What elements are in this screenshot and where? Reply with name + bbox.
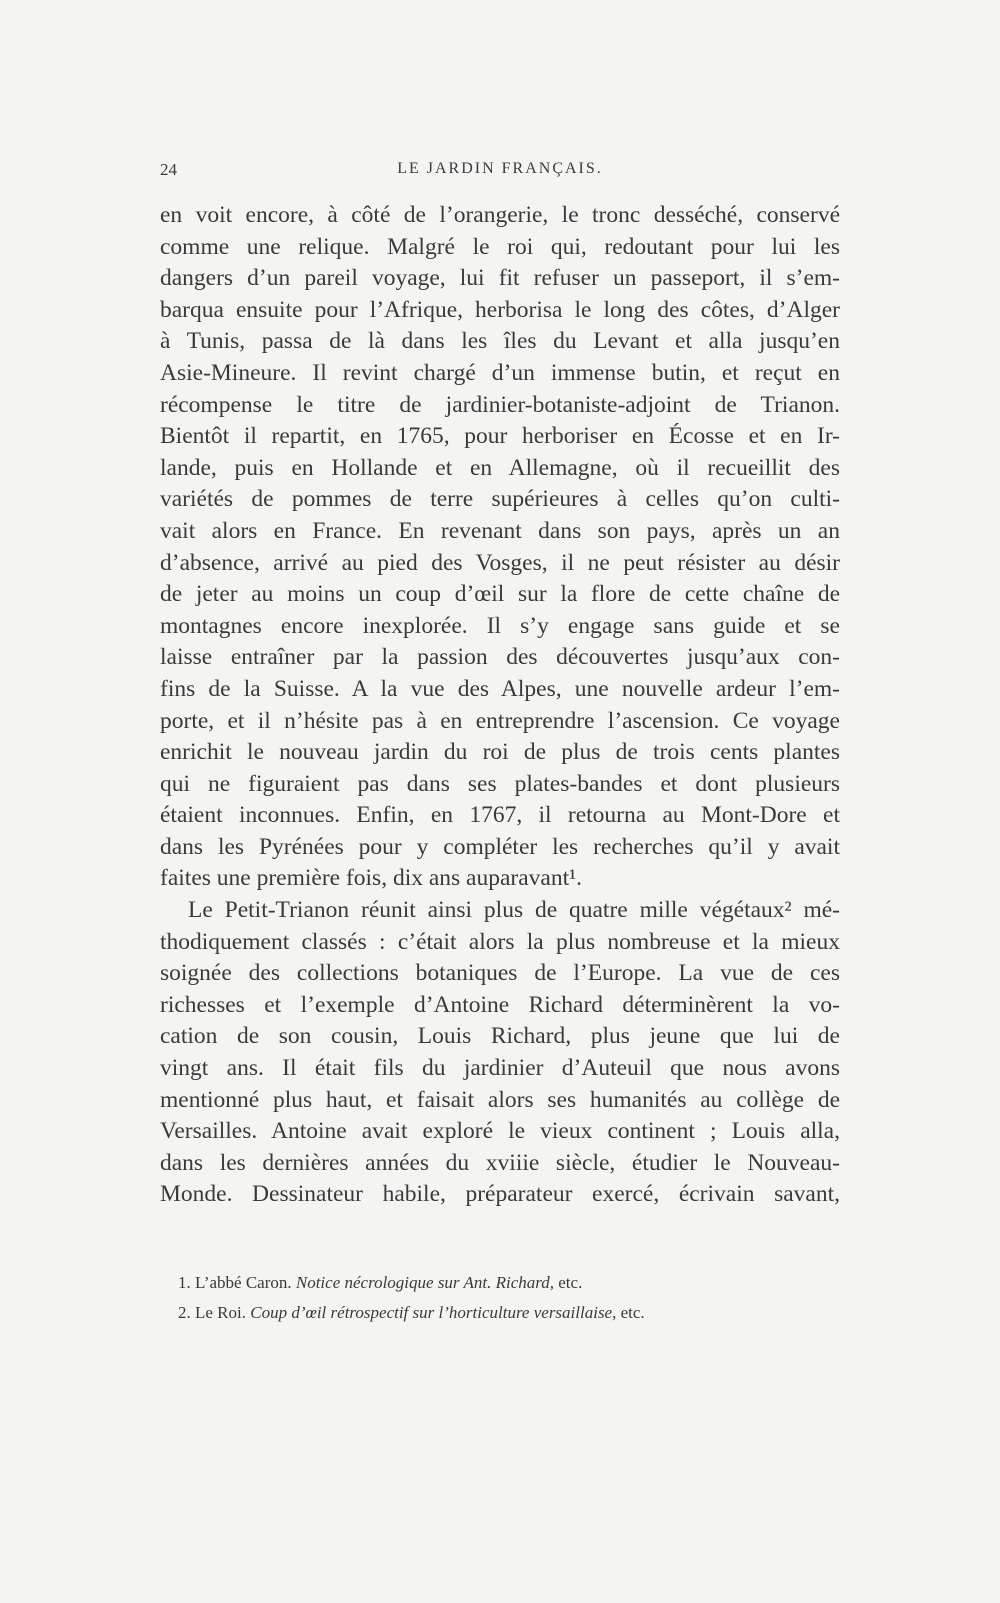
text-line: porte, et il n’hésite pas à en entreprendre l’ascension. Ce voyage — [160, 707, 840, 734]
text-line: étaient inconnues. Enfin, en 1767, il retourna au Mont-Dore et — [160, 802, 840, 829]
text-line: cation de son cousin, Louis Richard, plus jeune que lui de — [160, 1023, 840, 1050]
text-line: variétés de pommes de terre supérieures à celles qu’on culti- — [160, 486, 840, 513]
text-line: barqua ensuite pour l’Afrique, herborisa le long des côtes, d’Alger — [160, 296, 840, 323]
text-line: comme une relique. Malgré le roi qui, redoutant pour lui les — [160, 233, 840, 260]
text-line: lande, puis en Hollande et en Allemagne, où il recueillit des — [160, 454, 840, 481]
text-line: de jeter au moins un coup d’œil sur la flore de cette chaîne de — [160, 581, 840, 608]
footnote-title: Coup d’œil rétrospectif sur l’horticulture versaillaise, — [250, 1303, 617, 1322]
text-line: enrichit le nouveau jardin du roi de plus de trois cents plantes — [160, 739, 840, 766]
text-line: dans les Pyrénées pour y compléter les recherches qu’il y avait — [160, 833, 840, 860]
text-line: Bientôt il repartit, en 1765, pour herboriser en Écosse et en Ir- — [160, 423, 840, 450]
text-line: soignée des collections botaniques de l’Europe. La vue de ces — [160, 960, 840, 987]
page-header — [160, 160, 840, 182]
footnote — [178, 1268, 818, 1298]
text-line: qui ne figuraient pas dans ses plates-bandes et dont plusieurs — [160, 770, 840, 797]
text-line: Versailles. Antoine avait exploré le vieux continent ; Louis alla, — [160, 1118, 840, 1145]
text-line: récompense le titre de jardinier-botaniste-adjoint de Trianon. — [160, 391, 840, 418]
text-line: thodiquement classés : c’était alors la plus nombreuse et la mieux — [160, 928, 840, 955]
text-line: en voit encore, à côté de l’orangerie, le tronc desséché, conservé — [160, 202, 840, 228]
text-line: Le Petit-Trianon réunit ainsi plus de quatre mille végétaux² mé- — [188, 897, 840, 924]
footnote-title: Notice nécrologique sur Ant. Richard, — [295, 1273, 554, 1292]
footnote — [178, 1298, 818, 1328]
text-line: d’absence, arrivé au pied des Vosges, il ne peut résister au désir — [160, 549, 840, 576]
text-line: vingt ans. Il était fils du jardinier d’Auteuil que nous avons — [160, 1055, 840, 1082]
text-line: mentionné plus haut, et faisait alors ses humanités au collège de — [160, 1086, 840, 1113]
text-line: richesses et l’exemple d’Antoine Richard déterminèrent la vo- — [160, 991, 840, 1018]
footnote-number: 1. — [178, 1273, 191, 1292]
footnote-suffix: etc. — [558, 1273, 583, 1292]
footnotes — [178, 1268, 818, 1328]
text-line: à Tunis, passa de là dans les îles du Levant et alla jusqu’en — [160, 328, 840, 355]
running-title: LE JARDIN FRANÇAIS. — [397, 160, 603, 177]
footnote-number: 2. — [178, 1303, 191, 1322]
text-line: faites une première fois, dix ans auparavant¹. — [160, 865, 583, 892]
text-line: montagnes encore inexplorée. Il s’y engage sans guide et se — [160, 612, 840, 639]
text-line: fins de la Suisse. A la vue des Alpes, une nouvelle ardeur l’em- — [160, 675, 840, 702]
footnote-author: Le Roi. — [195, 1303, 246, 1322]
body-text — [160, 200, 840, 1211]
text-line: vait alors en France. En revenant dans son pays, après un an — [160, 517, 840, 544]
text-line: laisse entraîner par la passion des découvertes jusqu’aux con- — [160, 644, 840, 671]
footnote-suffix: etc. — [620, 1303, 645, 1322]
footnote-author: L’abbé Caron. — [195, 1273, 292, 1292]
text-line: dangers d’un pareil voyage, lui fit refuser un passeport, il s’em- — [160, 265, 840, 292]
text-line: Monde. Dessinateur habile, préparateur exercé, écrivain savant, — [160, 1181, 840, 1208]
text-line: dans les dernières années du xviiie siècle, étudier le Nouveau- — [160, 1149, 840, 1176]
page-number: 24 — [160, 160, 177, 179]
text-line: Asie-Mineure. Il revint chargé d’un immense butin, et reçut en — [160, 359, 840, 386]
